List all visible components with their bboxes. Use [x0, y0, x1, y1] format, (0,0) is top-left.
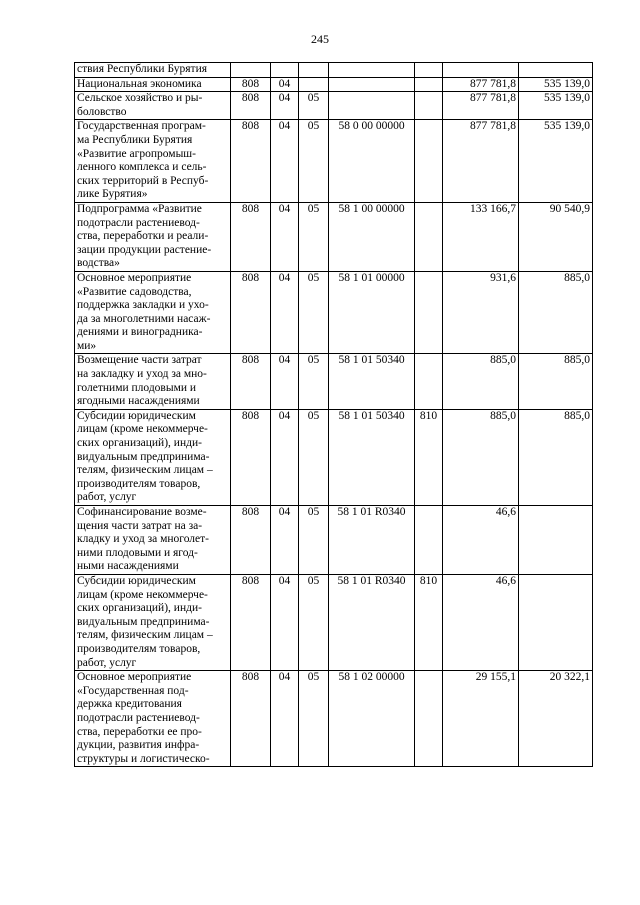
cell-amount-1: 46,6 [443, 574, 519, 670]
item-name-line: Сельское хозяйство и ры- [77, 92, 203, 105]
item-name-line: Подпрограмма «Развитие [77, 202, 202, 215]
item-name-line: ства, переработки ее про- [77, 725, 202, 738]
cell-target-article-code [329, 92, 415, 120]
item-name-line: щения части затрат на за- [77, 519, 203, 532]
item-name-line: телям, физическим лицам – [77, 464, 213, 477]
cell-amount-2: 90 540,9 [519, 202, 593, 271]
cell-expense-type-code [415, 77, 443, 92]
cell-department-code: 808 [231, 354, 271, 409]
table-row [75, 202, 593, 271]
cell-expense-type-code [415, 671, 443, 767]
cell-amount-2 [519, 63, 593, 78]
item-name-line: кладку и уход за многолет- [77, 533, 209, 546]
cell-item-name [75, 92, 231, 120]
cell-amount-2: 535 139,0 [519, 120, 593, 203]
item-name-line: работ, услуг [77, 491, 137, 504]
cell-subsection-code [299, 77, 329, 92]
table-row [75, 574, 593, 670]
cell-section-code: 04 [271, 77, 299, 92]
item-name-line: ма Республики Бурятия [77, 133, 193, 146]
cell-expense-type-code [415, 202, 443, 271]
item-name-line: лицам (кроме некоммерче- [77, 423, 208, 436]
item-name-line: ягодными насаждениями [77, 395, 200, 408]
cell-amount-1: 885,0 [443, 354, 519, 409]
item-name-line: Софинансирование возме- [77, 506, 207, 518]
item-name-line: лике Бурятия» [77, 188, 148, 201]
item-name-line: Национальная экономика [77, 77, 202, 90]
item-name-line: подотрасли растениевод- [77, 216, 200, 229]
item-name-line: водства» [77, 257, 120, 270]
item-name-line: структуры и логистическо- [77, 752, 210, 765]
cell-subsection-code: 05 [299, 202, 329, 271]
table-row [75, 63, 593, 78]
item-name-line: держка кредитования [77, 698, 182, 711]
item-name-line: «Государственная под- [77, 684, 189, 697]
cell-amount-2 [519, 506, 593, 575]
item-name-line: ствия Республики Бурятия [77, 63, 208, 75]
cell-target-article-code [329, 63, 415, 78]
cell-expense-type-code: 810 [415, 409, 443, 505]
cell-item-name [75, 271, 231, 354]
item-name-line: ними плодовыми и ягод- [77, 546, 198, 559]
cell-section-code: 04 [271, 354, 299, 409]
cell-section-code: 04 [271, 92, 299, 120]
cell-target-article-code: 58 1 00 00000 [329, 202, 415, 271]
item-name-line: телям, физическим лицам – [77, 629, 213, 642]
cell-subsection-code: 05 [299, 120, 329, 203]
cell-amount-2: 885,0 [519, 354, 593, 409]
cell-expense-type-code: 810 [415, 574, 443, 670]
cell-department-code: 808 [231, 120, 271, 203]
item-name-line: ленного комплекса и сель- [77, 161, 207, 174]
cell-amount-2: 535 139,0 [519, 92, 593, 120]
item-name-line: видуальным предпринима- [77, 615, 210, 628]
cell-subsection-code: 05 [299, 574, 329, 670]
item-name-line: производителям товаров, [77, 642, 201, 655]
cell-expense-type-code [415, 271, 443, 354]
item-name-line: боловство [77, 105, 127, 118]
item-name-line: Возмещение части затрат [77, 354, 202, 367]
cell-expense-type-code [415, 506, 443, 575]
page-number: 245 [311, 32, 329, 46]
item-name-line: ства, переработки и реали- [77, 230, 209, 243]
cell-amount-1: 885,0 [443, 409, 519, 505]
item-name-line: Основное мероприятие [77, 271, 192, 284]
cell-amount-1: 877 781,8 [443, 92, 519, 120]
cell-subsection-code: 05 [299, 506, 329, 575]
cell-expense-type-code [415, 63, 443, 78]
cell-target-article-code: 58 1 01 R0340 [329, 506, 415, 575]
cell-subsection-code [299, 63, 329, 78]
cell-item-name [75, 77, 231, 92]
cell-section-code: 04 [271, 671, 299, 767]
item-name-line: подотрасли растениевод- [77, 711, 200, 724]
cell-item-name [75, 120, 231, 203]
cell-subsection-code: 05 [299, 92, 329, 120]
item-name-line: Субсидии юридическим [77, 409, 196, 422]
cell-item-name [75, 354, 231, 409]
cell-section-code: 04 [271, 409, 299, 505]
cell-department-code: 808 [231, 92, 271, 120]
table-row [75, 354, 593, 409]
cell-amount-1 [443, 63, 519, 78]
cell-department-code: 808 [231, 77, 271, 92]
item-name-line: ми» [77, 339, 97, 352]
cell-department-code: 808 [231, 409, 271, 505]
cell-section-code: 04 [271, 506, 299, 575]
cell-item-name [75, 671, 231, 767]
item-name-line: поддержка закладки и ухо- [77, 299, 209, 312]
cell-section-code: 04 [271, 202, 299, 271]
cell-section-code: 04 [271, 271, 299, 354]
cell-amount-2: 535 139,0 [519, 77, 593, 92]
cell-target-article-code [329, 77, 415, 92]
cell-amount-1: 29 155,1 [443, 671, 519, 767]
cell-target-article-code: 58 1 02 00000 [329, 671, 415, 767]
cell-department-code: 808 [231, 574, 271, 670]
item-name-line: Государственная програм- [77, 120, 206, 133]
item-name-line: зации продукции растение- [77, 243, 212, 256]
item-name-line: ными насаждениями [77, 560, 179, 573]
item-name-line: ских территорий в Респуб- [77, 174, 209, 187]
budget-table-body [75, 63, 593, 767]
item-name-line: ских организаций), инди- [77, 602, 202, 615]
cell-amount-1: 877 781,8 [443, 77, 519, 92]
cell-target-article-code: 58 0 00 00000 [329, 120, 415, 203]
table-row [75, 506, 593, 575]
item-name-line: «Развитие агропромыш- [77, 147, 196, 160]
cell-item-name [75, 409, 231, 505]
cell-department-code [231, 63, 271, 78]
cell-section-code: 04 [271, 120, 299, 203]
cell-department-code: 808 [231, 202, 271, 271]
cell-amount-1: 931,6 [443, 271, 519, 354]
cell-expense-type-code [415, 120, 443, 203]
item-name-line: да за многолетними насаж- [77, 312, 211, 325]
table-row [75, 120, 593, 203]
cell-item-name [75, 63, 231, 78]
cell-department-code: 808 [231, 506, 271, 575]
cell-subsection-code: 05 [299, 409, 329, 505]
cell-subsection-code: 05 [299, 671, 329, 767]
cell-target-article-code: 58 1 01 00000 [329, 271, 415, 354]
item-name-line: Основное мероприятие [77, 671, 192, 684]
item-name-line: видуальным предпринима- [77, 450, 210, 463]
cell-section-code [271, 63, 299, 78]
table-row [75, 671, 593, 767]
item-name-line: на закладку и уход за мно- [77, 368, 207, 381]
cell-amount-2: 885,0 [519, 409, 593, 505]
budget-table [74, 62, 593, 767]
table-row [75, 271, 593, 354]
item-name-line: работ, услуг [77, 656, 137, 669]
cell-amount-1: 46,6 [443, 506, 519, 575]
cell-department-code: 808 [231, 671, 271, 767]
cell-expense-type-code [415, 354, 443, 409]
item-name-line: дукции, развития инфра- [77, 739, 200, 752]
cell-target-article-code: 58 1 01 50340 [329, 409, 415, 505]
cell-target-article-code: 58 1 01 R0340 [329, 574, 415, 670]
cell-amount-1: 877 781,8 [443, 120, 519, 203]
cell-amount-1: 133 166,7 [443, 202, 519, 271]
cell-amount-2: 885,0 [519, 271, 593, 354]
cell-amount-2 [519, 574, 593, 670]
item-name-line: дениями и виноградника- [77, 326, 203, 339]
cell-department-code: 808 [231, 271, 271, 354]
cell-section-code: 04 [271, 574, 299, 670]
cell-subsection-code: 05 [299, 354, 329, 409]
item-name-line: Субсидии юридическим [77, 574, 196, 587]
item-name-line: голетними плодовыми и [77, 381, 197, 394]
cell-target-article-code: 58 1 01 50340 [329, 354, 415, 409]
cell-item-name [75, 574, 231, 670]
cell-subsection-code: 05 [299, 271, 329, 354]
item-name-line: «Развитие садоводства, [77, 285, 192, 298]
table-row [75, 409, 593, 505]
cell-expense-type-code [415, 92, 443, 120]
cell-item-name [75, 202, 231, 271]
table-row [75, 92, 593, 120]
cell-item-name [75, 506, 231, 575]
item-name-line: лицам (кроме некоммерче- [77, 588, 208, 601]
item-name-line: производителям товаров, [77, 477, 201, 490]
item-name-line: ских организаций), инди- [77, 437, 202, 450]
cell-amount-2: 20 322,1 [519, 671, 593, 767]
table-row [75, 77, 593, 92]
